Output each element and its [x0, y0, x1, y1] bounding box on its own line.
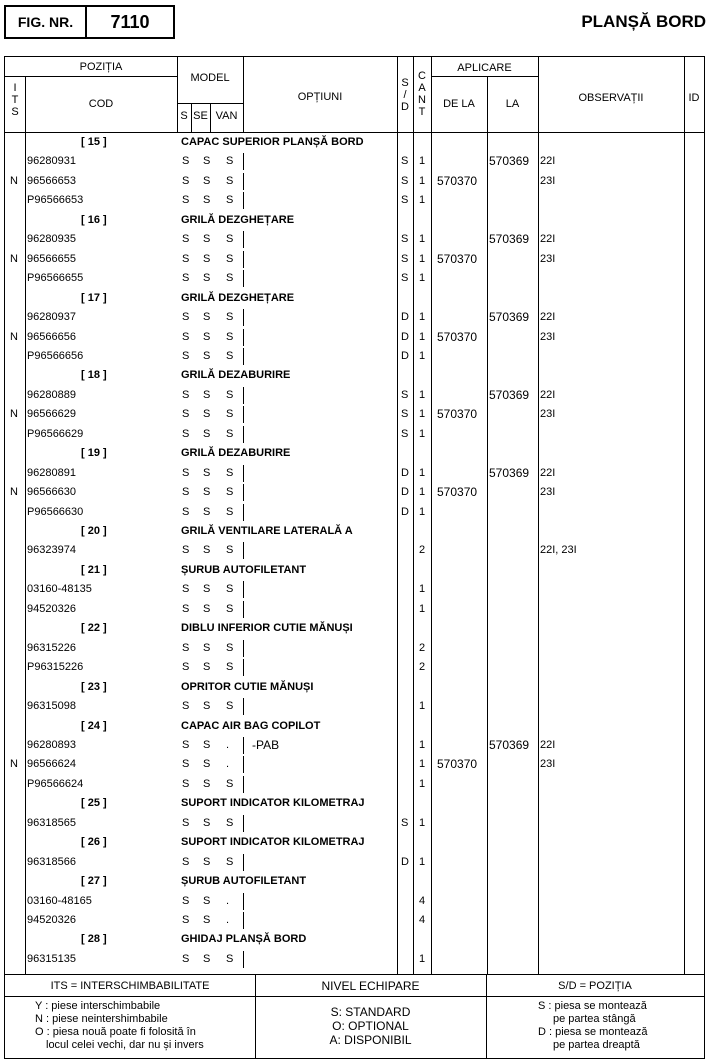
sd-value: S — [401, 272, 409, 285]
model-van: S — [226, 583, 234, 596]
model-s: S — [182, 738, 190, 751]
group-position: [ 18 ] — [81, 369, 107, 382]
group-title: ȘURUB AUTOFILETANT — [181, 563, 307, 576]
part-code: 96566653 — [27, 174, 76, 187]
options-divider — [243, 192, 244, 209]
model-s: S — [182, 914, 190, 926]
model-van: S — [226, 252, 234, 265]
figure-label: FIG. NR. — [6, 7, 87, 37]
group-position: [ 23 ] — [81, 680, 107, 693]
part-code: 96280935 — [27, 233, 76, 246]
col-optiuni-header: OPȚIUNI — [297, 91, 343, 103]
model-s: S — [182, 155, 190, 168]
sd-value: S — [401, 233, 409, 246]
options-divider — [243, 601, 244, 618]
option-value: -PAB — [252, 737, 280, 752]
part-code: 96318565 — [27, 816, 76, 829]
options-divider — [243, 659, 244, 676]
options-divider — [243, 231, 244, 248]
options-divider — [243, 387, 244, 404]
model-s: S — [182, 427, 190, 440]
model-s: S — [182, 194, 190, 207]
model-se: S — [203, 272, 211, 285]
group-position: [ 16 ] — [81, 213, 107, 226]
group-title: GRILĂ VENTILARE LATERALĂ A — [181, 525, 353, 537]
quantity: 1 — [419, 272, 426, 285]
part-code: P96566630 — [27, 505, 84, 518]
part-code: 96280931 — [27, 155, 76, 168]
model-van: S — [226, 311, 234, 324]
legend-its-line: locul celei vechi, dar nu și invers — [46, 1039, 204, 1051]
model-van: S — [226, 427, 234, 440]
col-its-header: I T S — [11, 82, 19, 118]
col-la-header: LA — [505, 98, 520, 110]
part-code: 96280893 — [27, 738, 76, 751]
model-se: S — [203, 583, 211, 596]
model-se: S — [203, 233, 211, 246]
legend-sd-line: S : piesa se montează — [538, 1000, 647, 1012]
model-van: S — [226, 486, 234, 499]
model-van: S — [226, 641, 234, 654]
applies-to: 570369 — [489, 387, 530, 402]
model-van: S — [226, 777, 234, 790]
quantity: 1 — [419, 602, 426, 615]
model-s: S — [182, 777, 190, 790]
part-code: 96323974 — [27, 544, 76, 557]
options-divider — [243, 484, 244, 501]
options-divider — [243, 581, 244, 598]
model-van: S — [226, 700, 234, 713]
model-van: S — [226, 466, 234, 479]
model-se: S — [203, 155, 211, 168]
model-van: S — [226, 349, 234, 362]
options-divider — [243, 406, 244, 423]
quantity: 1 — [419, 700, 426, 713]
group-title: GHIDAJ PLANȘĂ BORD — [181, 933, 307, 946]
model-se: S — [203, 952, 211, 965]
options-divider — [243, 698, 244, 715]
model-se: S — [203, 544, 211, 557]
part-code: 96315098 — [27, 700, 76, 713]
quantity: 1 — [419, 194, 426, 207]
model-se: S — [203, 777, 211, 790]
quantity: 2 — [419, 641, 426, 654]
model-se: S — [203, 855, 211, 868]
model-van: S — [226, 602, 234, 615]
part-code: 96280889 — [27, 388, 76, 401]
group-position: [ 15 ] — [81, 136, 107, 148]
observation: 23I — [540, 486, 556, 499]
model-se: S — [203, 641, 211, 654]
group-position: [ 21 ] — [81, 563, 107, 576]
observation: 23I — [540, 252, 556, 265]
model-van: S — [226, 661, 234, 674]
col-model-header: MODEL — [190, 72, 230, 84]
options-divider — [243, 426, 244, 443]
model-van: . — [226, 738, 230, 751]
model-van: S — [226, 272, 234, 285]
model-van: S — [226, 388, 234, 401]
model-van: S — [226, 174, 234, 187]
model-s: S — [182, 505, 190, 518]
quantity: 1 — [419, 311, 426, 324]
model-van: S — [226, 194, 234, 207]
group-title: ȘURUB AUTOFILETANT — [181, 875, 307, 888]
quantity: 1 — [419, 427, 426, 440]
observation: 23I — [540, 174, 556, 187]
sd-value: D — [401, 330, 409, 343]
options-divider — [243, 542, 244, 559]
model-s: S — [182, 641, 190, 654]
sd-value: S — [401, 388, 409, 401]
observation: 22I — [540, 466, 556, 479]
model-van: S — [226, 330, 234, 343]
model-se: S — [203, 408, 211, 421]
group-title: CAPAC SUPERIOR PLANȘĂ BORD — [181, 136, 364, 148]
model-s: S — [182, 311, 190, 324]
part-code: 96315135 — [27, 952, 76, 965]
model-se: S — [203, 427, 211, 440]
part-code: 96315226 — [27, 641, 76, 654]
model-van: . — [226, 758, 230, 771]
model-se: S — [203, 914, 211, 926]
model-van: S — [226, 505, 234, 518]
options-divider — [243, 153, 244, 170]
observation: 22I — [540, 233, 556, 246]
group-title: GRILĂ DEZABURIRE — [181, 447, 291, 460]
group-position: [ 20 ] — [81, 525, 107, 537]
sd-value: D — [401, 349, 409, 362]
model-van: S — [226, 816, 234, 829]
observation: 22I — [540, 311, 556, 324]
quantity: 1 — [419, 855, 426, 868]
part-code: 94520326 — [27, 914, 76, 926]
quantity: 1 — [419, 816, 426, 829]
quantity: 1 — [419, 233, 426, 246]
options-divider — [243, 329, 244, 346]
sd-value: S — [401, 408, 409, 421]
model-se: S — [203, 330, 211, 343]
applies-to: 570369 — [489, 465, 530, 480]
group-position: [ 17 ] — [81, 291, 107, 304]
group-title: GRILĂ DEZABURIRE — [181, 369, 291, 382]
col-model-van: VAN — [215, 110, 238, 122]
part-code: 96280891 — [27, 466, 76, 479]
observation: 23I — [540, 758, 556, 771]
legend-nivel-line: A: DISPONIBIL — [329, 1033, 412, 1047]
quantity: 1 — [419, 252, 426, 265]
model-se: S — [203, 816, 211, 829]
observation: 22I — [540, 155, 556, 168]
model-s: S — [182, 894, 190, 907]
quantity: 4 — [419, 914, 426, 926]
options-divider — [243, 173, 244, 190]
model-se: S — [203, 466, 211, 479]
figure-number: 7110 — [110, 12, 150, 32]
figure-number-box — [4, 5, 175, 39]
its-code: N — [10, 486, 18, 499]
group-position: [ 22 ] — [81, 622, 107, 635]
model-se: S — [203, 174, 211, 187]
observation: 22I, 23I — [540, 544, 577, 557]
model-se: S — [203, 661, 211, 674]
sd-value: S — [401, 816, 409, 829]
quantity: 1 — [419, 952, 426, 965]
applies-to: 570369 — [489, 737, 530, 752]
sd-value: D — [401, 855, 409, 868]
model-van: S — [226, 952, 234, 965]
part-code: 94520326 — [27, 602, 76, 615]
part-code: P96566629 — [27, 427, 84, 440]
model-van: S — [226, 408, 234, 421]
legend-sd-line: pe partea stângă — [553, 1013, 636, 1025]
parts-table — [4, 56, 705, 975]
applies-to: 570369 — [489, 310, 530, 325]
options-divider — [243, 504, 244, 521]
options-divider — [243, 640, 244, 657]
model-se: S — [203, 505, 211, 518]
model-van: . — [226, 914, 230, 926]
options-divider — [243, 756, 244, 773]
applies-to: 570369 — [489, 154, 530, 169]
model-se: S — [203, 311, 211, 324]
quantity: 1 — [419, 758, 426, 771]
col-observatii-header: OBSERVAȚII — [578, 92, 644, 104]
legend-its-title: ITS = INTERSCHIMBABILITATE — [50, 980, 210, 992]
col-cant-header: C A N T — [418, 70, 426, 118]
options-divider — [243, 270, 244, 287]
legend-sd-line: D : piesa se montează — [538, 1026, 648, 1038]
model-s: S — [182, 349, 190, 362]
options-divider — [243, 465, 244, 482]
quantity: 1 — [419, 388, 426, 401]
sd-value: D — [401, 505, 409, 518]
col-id-header: ID — [688, 92, 700, 104]
sd-value: S — [401, 427, 409, 440]
sd-value: S — [401, 252, 409, 265]
applies-from: 570370 — [437, 329, 478, 344]
part-code: 96566629 — [27, 408, 76, 421]
legend-nivel-line: O: OPTIONAL — [332, 1019, 409, 1033]
legend-nivel-line: S: STANDARD — [330, 1005, 411, 1019]
sd-value: S — [401, 174, 409, 187]
legend — [4, 975, 705, 1059]
part-code: 03160-48165 — [27, 894, 92, 907]
its-code: N — [10, 758, 18, 771]
model-s: S — [182, 602, 190, 615]
page-title: PLANȘĂ BORD — [581, 12, 706, 31]
model-s: S — [182, 174, 190, 187]
part-code: 96566656 — [27, 330, 76, 343]
its-code: N — [10, 174, 18, 187]
options-divider — [243, 309, 244, 326]
page-header — [0, 0, 708, 50]
sd-value: D — [401, 311, 409, 324]
model-van: S — [226, 544, 234, 557]
part-code: P96566656 — [27, 349, 84, 362]
part-code: 96566630 — [27, 486, 76, 499]
group-position: [ 19 ] — [81, 447, 107, 460]
model-s: S — [182, 252, 190, 265]
group-position: [ 25 ] — [81, 797, 107, 810]
legend-nivel-title: NIVEL ECHIPARE — [321, 979, 420, 993]
part-code: 96566624 — [27, 758, 76, 771]
model-s: S — [182, 408, 190, 421]
model-s: S — [182, 233, 190, 246]
quantity: 1 — [419, 486, 426, 499]
options-divider — [243, 854, 244, 871]
legend-its-line: N : piese neintershimbabile — [35, 1013, 168, 1025]
applies-from: 570370 — [437, 757, 478, 772]
options-divider — [243, 815, 244, 832]
group-position: [ 28 ] — [81, 933, 107, 946]
quantity: 1 — [419, 777, 426, 790]
group-title: CAPAC AIR BAG COPILOT — [181, 719, 321, 732]
model-se: S — [203, 194, 211, 207]
model-s: S — [182, 855, 190, 868]
its-code: N — [10, 408, 18, 421]
quantity: 2 — [419, 661, 426, 674]
options-divider — [243, 348, 244, 365]
model-s: S — [182, 486, 190, 499]
options-divider — [243, 951, 244, 968]
model-s: S — [182, 583, 190, 596]
applies-from: 570370 — [437, 485, 478, 500]
options-divider — [243, 776, 244, 793]
its-code: N — [10, 252, 18, 265]
model-s: S — [182, 661, 190, 674]
applies-to: 570369 — [489, 232, 530, 247]
options-divider — [243, 737, 244, 754]
group-title: DIBLU INFERIOR CUTIE MĂNUȘI — [181, 622, 353, 635]
model-s: S — [182, 466, 190, 479]
legend-its-line: Y : piese interschimbabile — [35, 1000, 161, 1012]
model-van: S — [226, 233, 234, 246]
quantity: 1 — [419, 330, 426, 343]
group-position: [ 24 ] — [81, 719, 107, 732]
model-s: S — [182, 388, 190, 401]
col-sd-header: S / D — [401, 77, 409, 113]
options-divider — [243, 912, 244, 929]
group-title: GRILĂ DEZGHEȚARE — [181, 291, 295, 304]
model-s: S — [182, 272, 190, 285]
quantity: 1 — [419, 408, 426, 421]
model-se: S — [203, 602, 211, 615]
quantity: 1 — [419, 583, 426, 596]
sd-value: D — [401, 486, 409, 499]
model-se: S — [203, 486, 211, 499]
group-title: OPRITOR CUTIE MĂNUȘI — [181, 680, 314, 693]
model-se: S — [203, 758, 211, 771]
quantity: 1 — [419, 505, 426, 518]
part-code: P96566653 — [27, 194, 84, 207]
model-s: S — [182, 700, 190, 713]
sd-value: S — [401, 155, 409, 168]
model-s: S — [182, 330, 190, 343]
applies-from: 570370 — [437, 251, 478, 266]
sd-value: D — [401, 466, 409, 479]
group-title: SUPORT INDICATOR KILOMETRAJ — [181, 797, 365, 810]
col-model-se: SE — [193, 110, 208, 122]
col-cod-header: COD — [88, 98, 114, 110]
col-aplicare-header: APLICARE — [457, 62, 512, 74]
model-van: . — [226, 894, 230, 907]
part-code: 96280937 — [27, 311, 76, 324]
group-position: [ 26 ] — [81, 836, 107, 849]
col-dela-header: DE LA — [443, 98, 475, 110]
col-pozitia-header: POZIȚIA — [79, 61, 123, 73]
part-code: P96315226 — [27, 661, 84, 674]
applies-from: 570370 — [437, 407, 478, 422]
model-se: S — [203, 894, 211, 907]
legend-sd-title: S/D = POZIȚIA — [558, 980, 632, 992]
model-se: S — [203, 252, 211, 265]
quantity: 4 — [419, 894, 426, 907]
options-divider — [243, 893, 244, 910]
model-se: S — [203, 738, 211, 751]
observation: 22I — [540, 388, 556, 401]
model-s: S — [182, 816, 190, 829]
legend-its-line: O : piesa nouă poate fi folosită în — [35, 1026, 196, 1038]
quantity: 1 — [419, 174, 426, 187]
observation: 23I — [540, 408, 556, 421]
group-title: GRILĂ DEZGHEȚARE — [181, 213, 295, 226]
legend-sd-line: pe partea dreaptă — [553, 1039, 640, 1051]
options-divider — [243, 251, 244, 268]
model-se: S — [203, 700, 211, 713]
model-se: S — [203, 388, 211, 401]
model-se: S — [203, 349, 211, 362]
sd-value: S — [401, 194, 409, 207]
quantity: 1 — [419, 466, 426, 479]
quantity: 1 — [419, 349, 426, 362]
group-title: SUPORT INDICATOR KILOMETRAJ — [181, 836, 365, 849]
its-code: N — [10, 330, 18, 343]
observation: 23I — [540, 330, 556, 343]
model-van: S — [226, 855, 234, 868]
model-van: S — [226, 155, 234, 168]
observation: 22I — [540, 738, 556, 751]
quantity: 1 — [419, 155, 426, 168]
model-s: S — [182, 544, 190, 557]
model-s: S — [182, 758, 190, 771]
group-position: [ 27 ] — [81, 875, 107, 888]
model-s: S — [182, 952, 190, 965]
applies-from: 570370 — [437, 173, 478, 188]
part-code: P96566624 — [27, 777, 84, 790]
part-code: P96566655 — [27, 272, 84, 285]
col-model-s: S — [180, 110, 188, 122]
quantity: 2 — [419, 544, 426, 557]
part-code: 96566655 — [27, 252, 76, 265]
part-code: 03160-48135 — [27, 583, 92, 596]
quantity: 1 — [419, 738, 426, 751]
part-code: 96318566 — [27, 855, 76, 868]
